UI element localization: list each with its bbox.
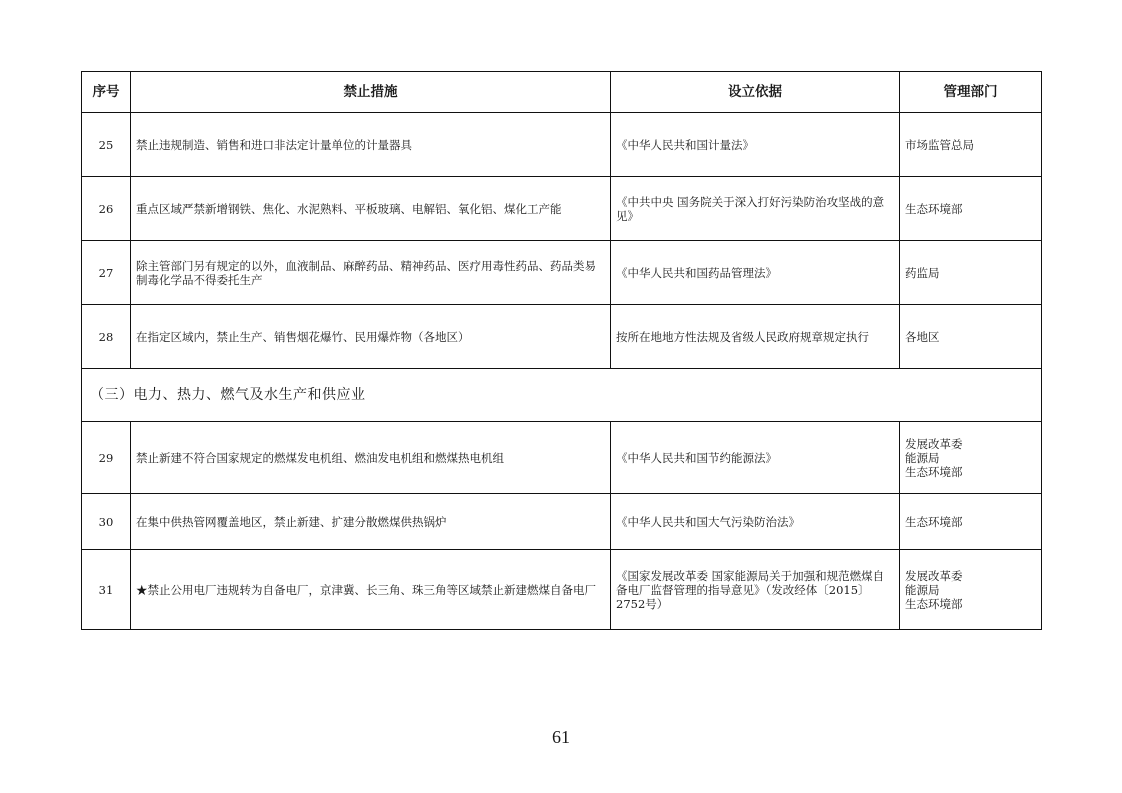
row-basis: 《中共中央 国务院关于深入打好污染防治攻坚战的意见》 [611, 177, 900, 241]
table-row [82, 550, 1042, 630]
row-department: 市场监管总局 [900, 113, 1042, 177]
header-basis: 设立依据 [611, 72, 900, 113]
row-measure: 在集中供热管网覆盖地区，禁止新建、扩建分散燃煤供热锅炉 [131, 494, 611, 550]
row-measure: ★禁止公用电厂违规转为自备电厂，京津冀、长三角、珠三角等区域禁止新建燃煤自备电厂 [131, 550, 611, 630]
row-basis: 《中华人民共和国节约能源法》 [611, 422, 900, 494]
row-measure: 禁止违规制造、销售和进口非法定计量单位的计量器具 [131, 113, 611, 177]
row-number: 26 [82, 177, 131, 241]
row-number: 27 [82, 241, 131, 305]
row-department: 生态环境部 [900, 494, 1042, 550]
table-row [82, 305, 1042, 369]
table-row [82, 241, 1042, 305]
row-number: 31 [82, 550, 131, 630]
header-serial: 序号 [82, 72, 131, 113]
table-row [82, 177, 1042, 241]
row-measure: 禁止新建不符合国家规定的燃煤发电机组、燃油发电机组和燃煤热电机组 [131, 422, 611, 494]
row-measure: 除主管部门另有规定的以外，血液制品、麻醉药品、精神药品、医疗用毒性药品、药品类易制毒化学品不得委托生产 [131, 241, 611, 305]
row-measure: 重点区域严禁新增钢铁、焦化、水泥熟料、平板玻璃、电解铝、氧化铝、煤化工产能 [131, 177, 611, 241]
table-header-row [82, 72, 1042, 113]
row-number: 29 [82, 422, 131, 494]
prohibition-table [81, 71, 1042, 630]
row-basis: 《中华人民共和国药品管理法》 [611, 241, 900, 305]
row-number: 28 [82, 305, 131, 369]
table-row [82, 494, 1042, 550]
header-measure: 禁止措施 [131, 72, 611, 113]
row-department: 生态环境部 [900, 177, 1042, 241]
row-department: 各地区 [900, 305, 1042, 369]
row-department: 药监局 [900, 241, 1042, 305]
row-number: 30 [82, 494, 131, 550]
row-basis: 《中华人民共和国大气污染防治法》 [611, 494, 900, 550]
table-row [82, 422, 1042, 494]
row-department: 发展改革委 能源局 生态环境部 [900, 422, 1042, 494]
row-number: 25 [82, 113, 131, 177]
row-measure: 在指定区域内，禁止生产、销售烟花爆竹、民用爆炸物（各地区） [131, 305, 611, 369]
section-row [82, 369, 1042, 422]
page-number: 61 [552, 727, 570, 747]
section-title: （三）电力、热力、燃气及水生产和供应业 [82, 369, 1042, 422]
table-row [82, 113, 1042, 177]
row-department: 发展改革委 能源局 生态环境部 [900, 550, 1042, 630]
header-department: 管理部门 [900, 72, 1042, 113]
row-basis: 《国家发展改革委 国家能源局关于加强和规范燃煤自备电厂监督管理的指导意见》（发改经体〔2015〕2752号） [611, 550, 900, 630]
row-basis: 按所在地地方性法规及省级人民政府规章规定执行 [611, 305, 900, 369]
row-basis: 《中华人民共和国计量法》 [611, 113, 900, 177]
